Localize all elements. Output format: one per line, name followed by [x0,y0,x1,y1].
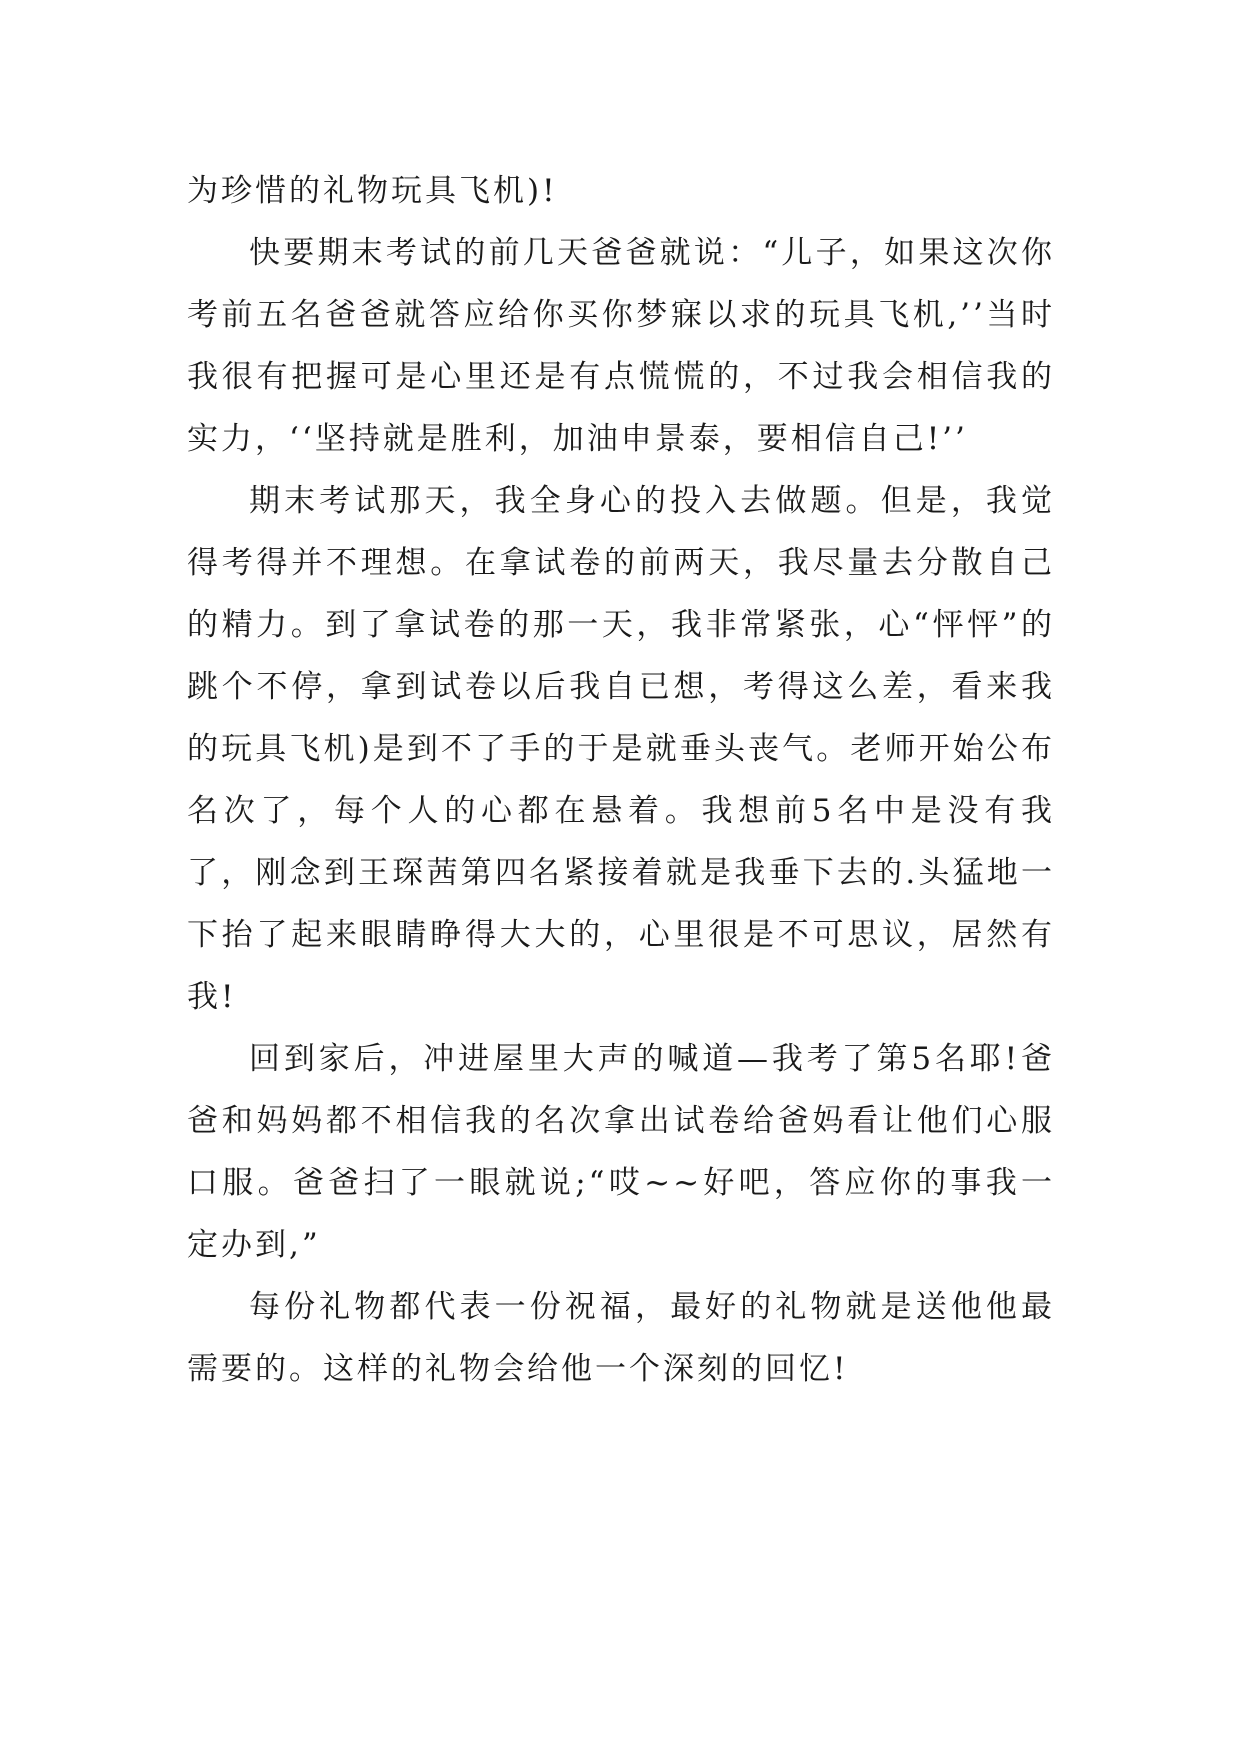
document-body [187,160,1055,1400]
paragraph-2: 快要期末考试的前几天爸爸就说：“儿子，如果这次你考前五名爸爸就答应给你买你梦寐以求的玩具飞机,’’当时我很有把握可是心里还是有点慌慌的，不过我会相信我的实力，‘‘坚持就是胜利，加油申景泰，要相信自己!’’ [187,235,1055,457]
paragraph-3: 期末考试那天，我全身心的投入去做题。但是，我觉得考得并不理想。在拿试卷的前两天，我尽量去分散自己的精力。到了拿试卷的那一天，我非常紧张，心“怦怦”的跳个不停，拿到试卷以后我自已想，考得这么差，看来我的玩具飞机)是到不了手的于是就垂头丧气。老师开始公布名次了，每个人的心都在悬着。我想前5名中是没有我了，刚念到王琛茜第四名紧接着就是我垂下去的.头猛地一下抬了起来眼睛睁得大大的，心里很是不可思议，居然有我! [187,483,1055,1015]
paragraph-5: 每份礼物都代表一份祝福，最好的礼物就是送他他最需要的。这样的礼物会给他一个深刻的回忆! [187,1289,1055,1387]
paragraph-1: 为珍惜的礼物玩具飞机)! [187,173,558,209]
paragraph-4: 回到家后，冲进屋里大声的喊道—我考了第5名耶!爸爸和妈妈都不相信我的名次拿出试卷给爸妈看让他们心服口服。爸爸扫了一眼就说;“哎~~好吧，答应你的事我一定办到,” [187,1041,1055,1263]
